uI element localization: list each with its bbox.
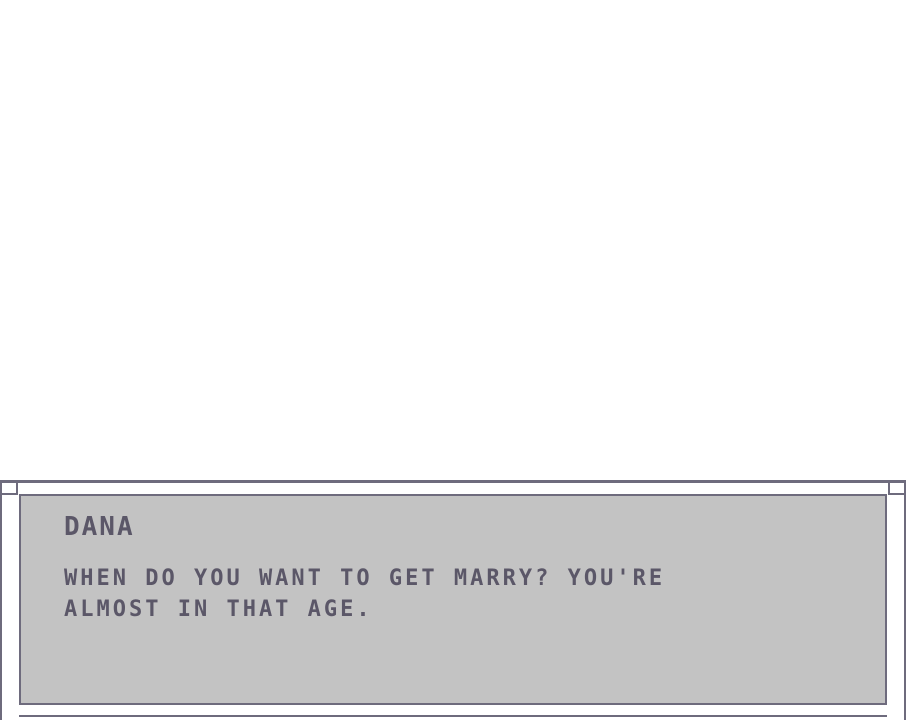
dialog-line: ALMOST IN THAT AGE. bbox=[64, 597, 373, 622]
dialog-box[interactable] bbox=[0, 480, 906, 720]
dialog-line: WHEN DO YOU WANT TO GET MARRY? YOU'RE bbox=[64, 566, 666, 591]
dialog-bottom-border bbox=[19, 715, 887, 717]
dialog-top-border bbox=[0, 480, 906, 483]
dialog-panel[interactable] bbox=[19, 494, 887, 705]
dialog-left-border bbox=[0, 483, 2, 720]
speaker-name: DANA bbox=[64, 512, 135, 542]
dialog-corner-left bbox=[0, 483, 18, 495]
